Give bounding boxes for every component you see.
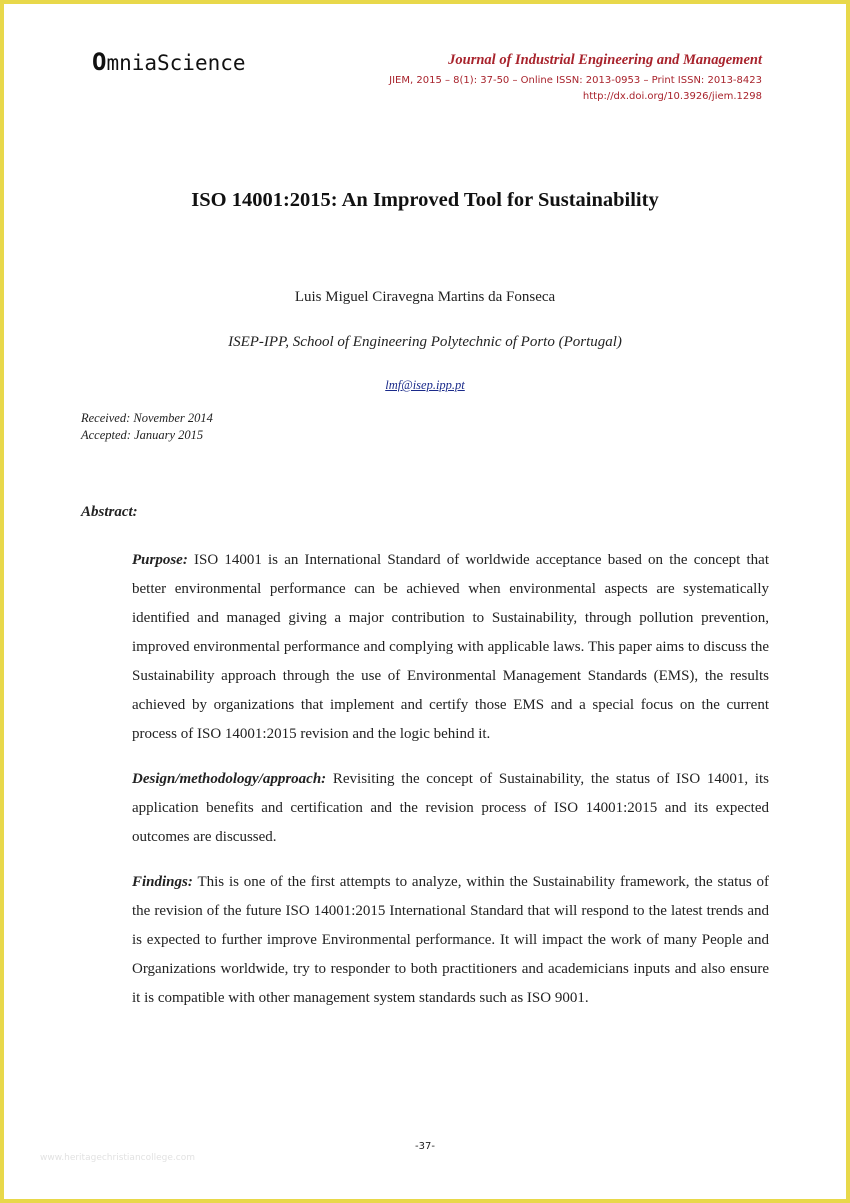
doi-link[interactable]: http://dx.doi.org/10.3926/jiem.1298 [582, 91, 762, 102]
journal-title: Journal of Industrial Engineering and Management [448, 52, 762, 68]
author-name: Luis Miguel Ciravegna Martins da Fonseca [294, 289, 556, 305]
design-text: Revisiting the concept of Sustainability, the status of ISO 14001, its application benefits and certification and the revision process of ISO 14001:2015 and its expected outcomes are discussed. [132, 771, 769, 845]
article-title: ISO 14001:2015: An Improved Tool for Sustainability [191, 189, 659, 211]
logo-text: mniaScience [106, 51, 246, 75]
abstract-heading: Abstract: [81, 504, 138, 520]
journal-header [389, 52, 762, 102]
purpose-text: ISO 14001 is an International Standard of worldwide acceptance based on the concept that better environmental performance can be achieved when environmental aspects are systematically identified and managed giving a major contribution to Sustainability, through pollution prevention, improved environmental performance and complying with applicable laws. This paper aims to discuss the Sustainability approach through the use of Environmental Management Standards (EMS), the results achieved by organizations that implement and certify those EMS and a special focus on the current process of ISO 14001:2015 revision and the logic behind it. [132, 552, 769, 742]
abstract-body [132, 546, 769, 1029]
purpose-label: Purpose: [132, 552, 188, 568]
design-label: Design/methodology/approach: [132, 771, 327, 787]
journal-meta: JIEM, 2015 – 8(1): 37-50 – Online ISSN: 2013-0953 – Print ISSN: 2013-8423 [389, 75, 762, 86]
author-email-link[interactable]: lmf@isep.ipp.pt [385, 378, 465, 392]
findings-text: This is one of the first attempts to analyze, within the Sustainability framework, the status of the revision of the future ISO 14001:2015 International Standard that will respond to the latest trends and is expected to further improve Environmental performance. It will impact the work of many People and Organizations worldwide, try to responder to both practitioners and academicians inputs and also ensure it is compatible with other management system standards such as ISO 9001. [132, 874, 769, 1006]
purpose-paragraph [132, 546, 769, 749]
paper-page [4, 4, 846, 1199]
findings-label: Findings: [132, 874, 193, 890]
received-date: Received: November 2014 [81, 411, 213, 425]
findings-paragraph [132, 868, 769, 1013]
accepted-date: Accepted: January 2015 [81, 428, 204, 442]
watermark-text: www.heritagechristiancollege.com [40, 1153, 195, 1163]
logo-initial: O [92, 48, 107, 76]
author-affiliation: ISEP-IPP, School of Engineering Polytechnic of Porto (Portugal) [228, 334, 622, 350]
article-dates [81, 410, 213, 444]
page-number: -37- [415, 1141, 435, 1152]
design-paragraph [132, 765, 769, 852]
omniascience-logo[interactable] [92, 48, 246, 76]
